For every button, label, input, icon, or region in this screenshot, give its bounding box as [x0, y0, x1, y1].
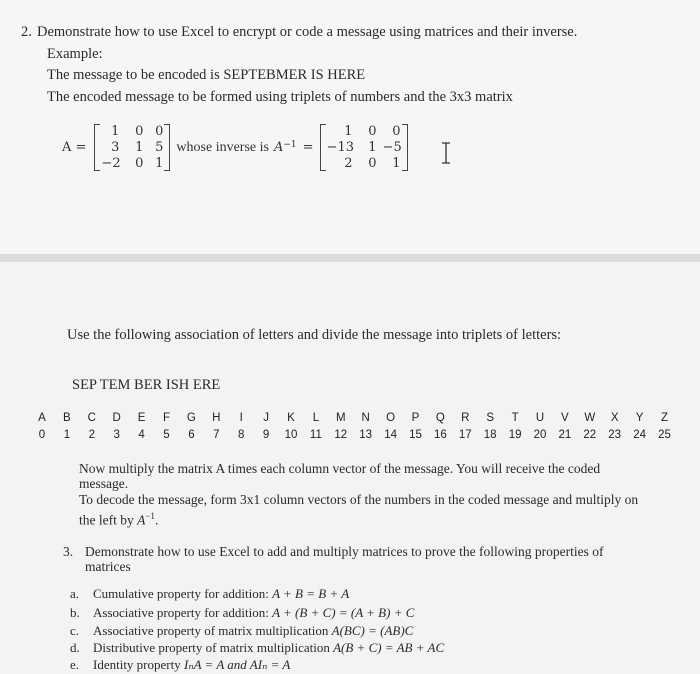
alphabet-number: 11 — [309, 429, 322, 441]
alphabet-letter: T — [511, 412, 519, 424]
alphabet-number: 16 — [433, 429, 447, 441]
example-label: Example: — [47, 46, 103, 62]
matrix-a-cell: 0 — [135, 124, 144, 139]
alphabet-letter: G — [186, 412, 196, 424]
instruction-line-4-text: the left by — [79, 512, 134, 528]
alphabet-number: 3 — [113, 429, 120, 441]
matrix-ainv-cell: 1 — [392, 156, 401, 171]
instruction-line-4-sup: −1 — [145, 511, 155, 521]
instruction-line-4-var: A — [137, 512, 146, 528]
matrix-ainv-cell: 1 — [368, 140, 377, 155]
alphabet-letter: C — [87, 412, 96, 424]
matrix-a-cell: 1 — [111, 124, 120, 139]
alphabet-number: 23 — [608, 429, 622, 441]
alphabet-letter: Q — [435, 412, 445, 424]
matrix-a-cell: 0 — [135, 156, 144, 171]
matrix-a-cell: −2 — [101, 156, 121, 171]
alphabet-letter: I — [239, 412, 243, 424]
alphabet-letter: Y — [635, 412, 644, 424]
property-item — [70, 605, 415, 621]
message-triplets: SEP TEM BER ISH ERE — [72, 377, 221, 393]
property-item-letter: c. — [70, 623, 80, 638]
property-item-formula: A(B + C) = AB + AC — [333, 640, 445, 655]
property-item — [70, 623, 414, 639]
alphabet-letter: K — [287, 412, 295, 424]
alphabet-letter: V — [561, 412, 569, 424]
matrix-a-cell: 3 — [111, 140, 120, 155]
inverse-label: A — [273, 140, 284, 155]
alphabet-number: 12 — [334, 429, 348, 441]
alphabet-letter: W — [584, 412, 596, 424]
instruction-line-1: Now multiply the matrix A times each column vector of the message. You will receive the coded — [79, 461, 601, 476]
alphabet-number: 14 — [384, 429, 397, 441]
message-line: The message to be encoded is SEPTEBMER IS HERE — [47, 67, 366, 83]
alphabet-number: 8 — [237, 429, 245, 441]
matrix-ainv-cell: 2 — [344, 156, 353, 171]
alphabet-letter: X — [610, 412, 619, 424]
alphabet-number: 15 — [409, 429, 422, 441]
question-3-number: 3. — [63, 544, 74, 559]
alphabet-number: 0 — [38, 429, 46, 441]
association-text: Use the following association of letters and divide the message into triplets of letters: — [67, 327, 562, 343]
alphabet-number: 20 — [533, 429, 547, 441]
alphabet-number: 10 — [284, 429, 298, 441]
question-3-line-1: Demonstrate how to use Excel to add and multiply matrices to prove the following properties of — [85, 544, 604, 559]
property-item-text: Cumulative property for addition: — [93, 586, 273, 601]
property-item-text: Associative property of matrix multiplication — [93, 623, 332, 638]
matrix-ainv-cell: 0 — [392, 124, 401, 139]
property-item-text: Distributive property of matrix multiplication — [93, 640, 334, 655]
alphabet-letter: E — [137, 412, 146, 424]
property-item-letter: d. — [70, 640, 80, 655]
alphabet-number: 4 — [138, 429, 145, 441]
alphabet-letter: B — [63, 412, 71, 424]
property-item-formula: IₙA = A and AIₙ = A — [183, 657, 291, 672]
matrix-a-cell: 5 — [155, 140, 164, 155]
matrix-a-cell: 0 — [155, 124, 164, 139]
alphabet-number: 17 — [458, 429, 472, 441]
instruction-line-2: message. — [79, 476, 129, 491]
alphabet-number: 1 — [63, 429, 71, 441]
alphabet-letter: U — [535, 412, 545, 424]
alphabet-letter: P — [411, 412, 420, 424]
question-2-text: Demonstrate how to use Excel to encrypt or code a message using matrices and their inverse. — [37, 24, 578, 40]
matrix-a-inverse-grid — [327, 124, 401, 171]
inverse-superscript: −1 — [283, 139, 297, 150]
matrix-a-label: A = — [62, 140, 87, 155]
property-item-letter: b. — [70, 605, 80, 620]
property-item-formula: A + B = B + A — [272, 586, 350, 601]
instruction-line-4-end: . — [154, 512, 159, 528]
alphabet-number: 13 — [359, 429, 373, 441]
matrix-ainv-cell: −13 — [326, 140, 354, 155]
encoded-line: The encoded message to be formed using triplets of numbers and the 3x3 matrix — [47, 89, 513, 105]
question-2-number: 2. — [21, 24, 32, 40]
alphabet-letter: N — [361, 412, 370, 424]
matrix-equation — [62, 124, 408, 171]
instruction-line-3: To decode the message, form 3x1 column vectors of the numbers in the coded message and multiply on — [79, 492, 639, 507]
alphabet-letter: A — [38, 412, 46, 424]
alphabet-letter: M — [336, 412, 346, 424]
page-separator — [0, 254, 700, 262]
matrix-a-inverse — [320, 124, 408, 171]
alphabet-number: 24 — [633, 429, 646, 441]
property-item-formula: A + (B + C) = (A + B) + C — [272, 605, 415, 620]
alphabet-letter: O — [386, 412, 396, 424]
matrix-a-cell: 1 — [155, 156, 164, 171]
alphabet-number: 2 — [88, 429, 95, 441]
matrix-ainv-cell: 0 — [368, 124, 377, 139]
alphabet-letter: R — [461, 412, 470, 424]
matrix-ainv-cell: 0 — [368, 156, 377, 171]
alphabet-number: 7 — [213, 429, 220, 441]
property-item — [70, 657, 291, 673]
property-item-text: Associative property for addition: — [93, 605, 273, 620]
alphabet-number: 6 — [188, 429, 195, 441]
alphabet-number: 25 — [658, 429, 671, 441]
matrix-a-cell: 1 — [135, 140, 144, 155]
text-cursor-icon — [440, 142, 452, 164]
property-item-text: Identity property — [93, 657, 184, 672]
alphabet-letter: L — [312, 412, 320, 424]
property-item-letter: e. — [70, 657, 80, 672]
matrix-a-grid — [101, 124, 163, 171]
alphabet-letter: J — [263, 412, 269, 424]
alphabet-number: 9 — [262, 429, 270, 441]
property-item — [70, 586, 350, 602]
inverse-text: whose inverse is — [176, 139, 269, 155]
property-item — [70, 640, 445, 656]
matrix-ainv-cell: 1 — [344, 124, 353, 139]
alphabet-letter: S — [486, 412, 495, 424]
matrix-ainv-cell: −5 — [382, 140, 402, 155]
property-item-formula: A(BC) = (AB)C — [331, 623, 414, 638]
alphabet-letter: Z — [660, 412, 669, 424]
alphabet-letter: H — [212, 412, 221, 424]
property-item-letter: a. — [70, 586, 80, 601]
alphabet-number: 21 — [558, 429, 572, 441]
alphabet-number: 5 — [163, 429, 170, 441]
instruction-line-4 — [79, 509, 158, 528]
alphabet-number: 19 — [508, 429, 522, 441]
matrix-a — [94, 124, 170, 171]
question-3-line-2: matrices — [85, 559, 131, 574]
alphabet-number: 22 — [583, 429, 597, 441]
alphabet-number: 18 — [483, 429, 497, 441]
alphabet-letter: F — [162, 412, 171, 424]
alphabet-letter: D — [112, 412, 121, 424]
equals-sign: = — [302, 140, 314, 155]
